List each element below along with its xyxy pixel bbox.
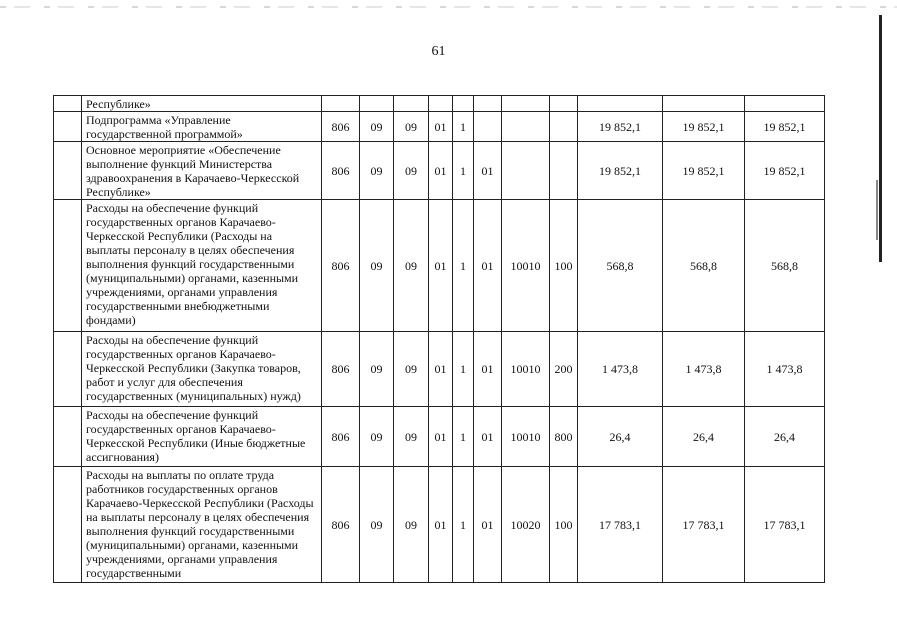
ministry-code-cell: 806 xyxy=(322,112,360,142)
section-code-cell: 09 xyxy=(360,407,394,467)
sum-year-2-cell: 26,4 xyxy=(663,407,745,467)
sum-year-3-cell xyxy=(745,96,825,112)
expense-name-cell: Республике» xyxy=(82,96,322,112)
subprogram-code-cell: 1 xyxy=(453,407,474,467)
sum-year-3-cell: 26,4 xyxy=(745,407,825,467)
expense-name-cell: Основное мероприятие «Обеспечение выполнение функций Министерства здравоохранения в Карачаево-Черкесской Республике» xyxy=(82,142,322,200)
table-row xyxy=(54,96,825,112)
table-row xyxy=(54,200,825,332)
subprogram-code-cell: 1 xyxy=(453,467,474,583)
sum-year-3-cell: 568,8 xyxy=(745,200,825,332)
row-index-cell xyxy=(54,96,82,112)
expense-name-cell: Расходы на выплаты по оплате труда работников государственных органов Карачаево-Черкесской Республики (Расходы на выплаты персоналу в целях обеспечения выполнения функций государственными (муниципальными) органами, казенными учреждениями, органами управления государственными xyxy=(82,467,322,583)
table-row xyxy=(54,112,825,142)
expense-name-cell: Расходы на обеспечение функций государственных органов Карачаево-Черкесской Республики (Закупка товаров, работ и услуг для обеспечения государственных (муниципальных) нужд) xyxy=(82,332,322,407)
program-code-cell: 01 xyxy=(429,332,453,407)
section-code-cell: 09 xyxy=(360,142,394,200)
section-code-cell: 09 xyxy=(360,200,394,332)
direction-code-cell: 10020 xyxy=(502,467,550,583)
sum-year-1-cell: 17 783,1 xyxy=(578,467,663,583)
subsection-code-cell: 09 xyxy=(394,112,429,142)
subprogram-code-cell: 1 xyxy=(453,332,474,407)
event-code-cell: 01 xyxy=(474,200,502,332)
scan-edge-artifact-top xyxy=(0,6,897,8)
row-index-cell xyxy=(54,200,82,332)
section-code-cell: 09 xyxy=(360,467,394,583)
sum-year-2-cell: 17 783,1 xyxy=(663,467,745,583)
sum-year-3-cell: 19 852,1 xyxy=(745,142,825,200)
scan-edge-artifact-right xyxy=(879,15,882,262)
ministry-code-cell: 806 xyxy=(322,142,360,200)
row-index-cell xyxy=(54,407,82,467)
sum-year-1-cell: 568,8 xyxy=(578,200,663,332)
program-code-cell: 01 xyxy=(429,200,453,332)
expense-type-code-cell xyxy=(550,96,578,112)
sum-year-3-cell: 17 783,1 xyxy=(745,467,825,583)
ministry-code-cell: 806 xyxy=(322,407,360,467)
expense-type-code-cell xyxy=(550,142,578,200)
budget-table-body xyxy=(54,96,825,583)
sum-year-1-cell xyxy=(578,96,663,112)
row-index-cell xyxy=(54,112,82,142)
sum-year-1-cell: 19 852,1 xyxy=(578,112,663,142)
program-code-cell: 01 xyxy=(429,112,453,142)
subprogram-code-cell: 1 xyxy=(453,142,474,200)
subsection-code-cell: 09 xyxy=(394,467,429,583)
program-code-cell: 01 xyxy=(429,407,453,467)
sum-year-2-cell: 19 852,1 xyxy=(663,112,745,142)
event-code-cell: 01 xyxy=(474,407,502,467)
table-row xyxy=(54,332,825,407)
table-row xyxy=(54,407,825,467)
subsection-code-cell xyxy=(394,96,429,112)
event-code-cell: 01 xyxy=(474,467,502,583)
row-index-cell xyxy=(54,142,82,200)
subsection-code-cell: 09 xyxy=(394,200,429,332)
expense-name-cell: Расходы на обеспечение функций государственных органов Карачаево-Черкесской Республики (Иные бюджетные ассигнования) xyxy=(82,407,322,467)
event-code-cell: 01 xyxy=(474,142,502,200)
ministry-code-cell xyxy=(322,96,360,112)
subprogram-code-cell xyxy=(453,96,474,112)
event-code-cell xyxy=(474,96,502,112)
row-index-cell xyxy=(54,467,82,583)
sum-year-1-cell: 26,4 xyxy=(578,407,663,467)
direction-code-cell xyxy=(502,142,550,200)
program-code-cell xyxy=(429,96,453,112)
subsection-code-cell: 09 xyxy=(394,142,429,200)
sum-year-2-cell: 1 473,8 xyxy=(663,332,745,407)
scan-edge-artifact-right-secondary xyxy=(876,180,878,240)
sum-year-1-cell: 19 852,1 xyxy=(578,142,663,200)
event-code-cell xyxy=(474,112,502,142)
expense-type-code-cell: 200 xyxy=(550,332,578,407)
section-code-cell: 09 xyxy=(360,332,394,407)
section-code-cell: 09 xyxy=(360,112,394,142)
expense-name-cell: Расходы на обеспечение функций государственных органов Карачаево-Черкесской Республики (Расходы на выплаты персоналу в целях обеспечения выполнения функций государственными (муниципальными) органами, казенными учреждениями, органами управления государственными внебюджетными фондами) xyxy=(82,200,322,332)
expense-name-cell: Подпрограмма «Управление государственной программой» xyxy=(82,112,322,142)
row-index-cell xyxy=(54,332,82,407)
direction-code-cell: 10010 xyxy=(502,332,550,407)
event-code-cell: 01 xyxy=(474,332,502,407)
subprogram-code-cell: 1 xyxy=(453,112,474,142)
sum-year-3-cell: 1 473,8 xyxy=(745,332,825,407)
direction-code-cell xyxy=(502,112,550,142)
subprogram-code-cell: 1 xyxy=(453,200,474,332)
section-code-cell xyxy=(360,96,394,112)
expense-type-code-cell: 800 xyxy=(550,407,578,467)
direction-code-cell: 10010 xyxy=(502,407,550,467)
expense-type-code-cell: 100 xyxy=(550,200,578,332)
program-code-cell: 01 xyxy=(429,467,453,583)
budget-table xyxy=(53,95,825,583)
table-row xyxy=(54,467,825,583)
ministry-code-cell: 806 xyxy=(322,200,360,332)
direction-code-cell: 10010 xyxy=(502,200,550,332)
ministry-code-cell: 806 xyxy=(322,332,360,407)
expense-type-code-cell xyxy=(550,112,578,142)
sum-year-2-cell: 19 852,1 xyxy=(663,142,745,200)
sum-year-3-cell: 19 852,1 xyxy=(745,112,825,142)
page-number: 61 xyxy=(431,44,446,59)
table-row xyxy=(54,142,825,200)
subsection-code-cell: 09 xyxy=(394,332,429,407)
expense-type-code-cell: 100 xyxy=(550,467,578,583)
sum-year-2-cell xyxy=(663,96,745,112)
subsection-code-cell: 09 xyxy=(394,407,429,467)
sum-year-2-cell: 568,8 xyxy=(663,200,745,332)
sum-year-1-cell: 1 473,8 xyxy=(578,332,663,407)
program-code-cell: 01 xyxy=(429,142,453,200)
direction-code-cell xyxy=(502,96,550,112)
ministry-code-cell: 806 xyxy=(322,467,360,583)
